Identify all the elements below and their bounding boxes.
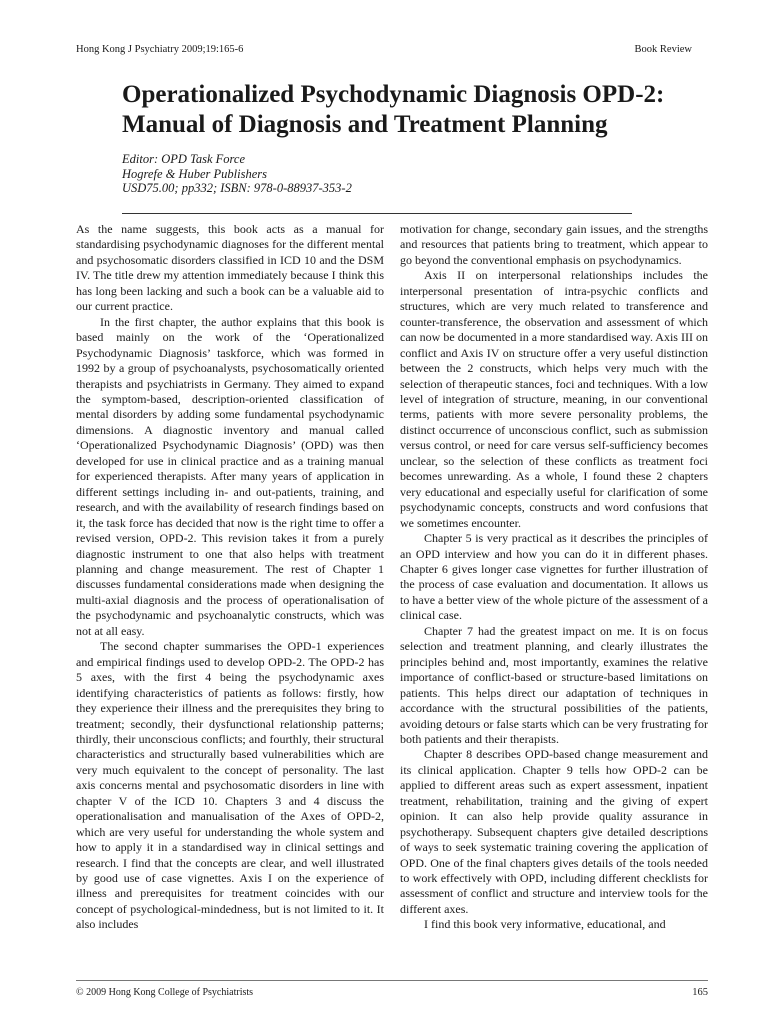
page-number: 165 — [692, 987, 708, 998]
footer-divider — [76, 980, 708, 981]
paragraph: As the name suggests, this book acts as a manual for standardising psychodynamic diagnoses for the different mental and psychosomatic disorders classified in ICD 10 and the DSM IV. The title drew my attention immediately because I think this has long been lacking and such a book can be a valuable aid to our current practice. — [76, 222, 384, 314]
paragraph: Chapter 7 had the greatest impact on me. It is on focus selection and treatment planning, and clearly illustrates the principles behind and, most importantly, examines the relative importance of conflict-based or structure-based limitations on patients. This helps direct our adaptation of techniques in accordance with the structural possibilities of the patients, avoiding detours or false starts which can be very frustrating for both patients and their therapists. — [400, 623, 708, 746]
article-title: Operationalized Psychodynamic Diagnosis OPD-2: Manual of Diagnosis and Treatment Planning — [122, 81, 665, 138]
journal-citation: Hong Kong J Psychiatry 2009;19:165-6 — [76, 44, 244, 55]
right-column — [400, 222, 708, 933]
copyright-notice: © 2009 Hong Kong College of Psychiatrists — [76, 987, 254, 998]
book-details — [122, 152, 352, 196]
paragraph: The second chapter summarises the OPD-1 experiences and empirical findings used to develop OPD-2. The OPD-2 has 5 axes, with the first 4 being the psychodynamic axes identifying characteristics of patients as follows: firstly, how they experience their illness and the prerequisites they bring to treatment; secondly, their dysfunctional relationship patterns; thirdly, their unconscious conflicts; and fourthly, their structural characteristics and structurally based vulnerabilities which are very much equivalent to the concept of personality. The last axis concerns mental and psychosomatic disorders in line with chapter V of the ICD 10. Chapters 3 and 4 discuss the operationalisation and manualisation of the Axes of OPD-2, which are very useful for understanding the whole system and how to apply it in a standardised way in clinical settings and research. I find that the concepts are clear, and well illustrated by good use of case vignettes. Axis I on the experience of illness and prerequisites for treatment coincides with our concept of psychological-mindedness, but is not limited to it. It also includes — [76, 639, 384, 932]
price-isbn-line: USD75.00; pp332; ISBN: 978-0-88937-353-2 — [122, 181, 352, 195]
paragraph: I find this book very informative, educational, and — [424, 917, 666, 932]
paragraph: motivation for change, secondary gain issues, and the strengths and resources that patients bring to treatment, which appear to go beyond the conventional emphasis on psychodynamics. — [400, 222, 708, 267]
title-divider — [122, 213, 632, 214]
paragraph: Chapter 5 is very practical as it describes the principles of an OPD interview and how you can do it in different phases. Chapter 6 gives longer case vignettes for further illustration of the process of case evaluation and documentation. It allows us to have a better view of the whole picture of the assessment of a clinical case. — [400, 531, 708, 623]
editor-line: Editor: OPD Task Force — [122, 152, 246, 166]
paragraph: In the first chapter, the author explains that this book is based mainly on the work of the ‘Operationalized Psychodynamic Diagnosis’ taskforce, which was formed in 1992 by a group of psychoanalysts, psychosomatically oriented therapists and psychiatrists in Germany. They aimed to expand the symptom-based, description-oriented classification of mental disorders by adding some fundamental psychodynamic dimensions. A diagnostic inventory and manual called ‘Operationalized Psychodynamic Diagnosis’ (OPD) was then developed for use in clinical practice and as a training manual for experienced therapists. After many years of application in different settings including in- and out-patients, training, and research, and with the availability of research findings based on it, the task force has decided that now is the right time to offer a revised version, OPD-2. This revision takes it from a purely diagnostic instrument to one that also helps with treatment planning and change measurement. The rest of Chapter 1 discusses fundamental considerations made when designing the multi-axial diagnosis and the process of operationalisation of the psychodynamic and psychoanalytic constructs, which was not at all easy. — [76, 314, 384, 638]
section-label: Book Review — [634, 44, 692, 55]
publisher-line: Hogrefe & Huber Publishers — [122, 166, 268, 181]
left-column — [76, 222, 384, 933]
paragraph: Axis II on interpersonal relationships includes the interpersonal presentation of intra-psychic conflicts and structures, which are very much related to transference and counter-transference, the observation and assessment of which can now be documented in a more standardised way. Axis III on conflict and Axis IV on structure offer a very useful distinction between the 2 constructs, which helps very much with the selection of therapeutic stances, foci and techniques. With a low level of integration of structure, meaning, in our conventional terms, patients with more severe personality problems, the distinct occurrence of unconscious conflict, such as submission versus control, or need for care versus self-sufficiency becomes unclear, so the selection of these conflicts as treatment foci becomes unrewarding. As a whole, I found these 2 chapters very educational and especially useful for clarification of some psychodynamic concepts, constructs and word confusions that we sometimes encounter. — [400, 268, 708, 530]
paragraph: Chapter 8 describes OPD-based change measurement and its clinical application. Chapter 9 tells how OPD-2 can be applied to different areas such as expert assessment, inpatient treatment, rehabilitation, training and the giving of expert opinion. It can also help provide quality assurance in psychotherapy. Subsequent chapters give detailed descriptions of ways to seek systematic training covering the application of OPD. One of the final chapters gives details of the tools needed to work effectively with OPD, including different checklists for assessment of conflict and structure and interview tools for the different axes. — [400, 747, 708, 916]
